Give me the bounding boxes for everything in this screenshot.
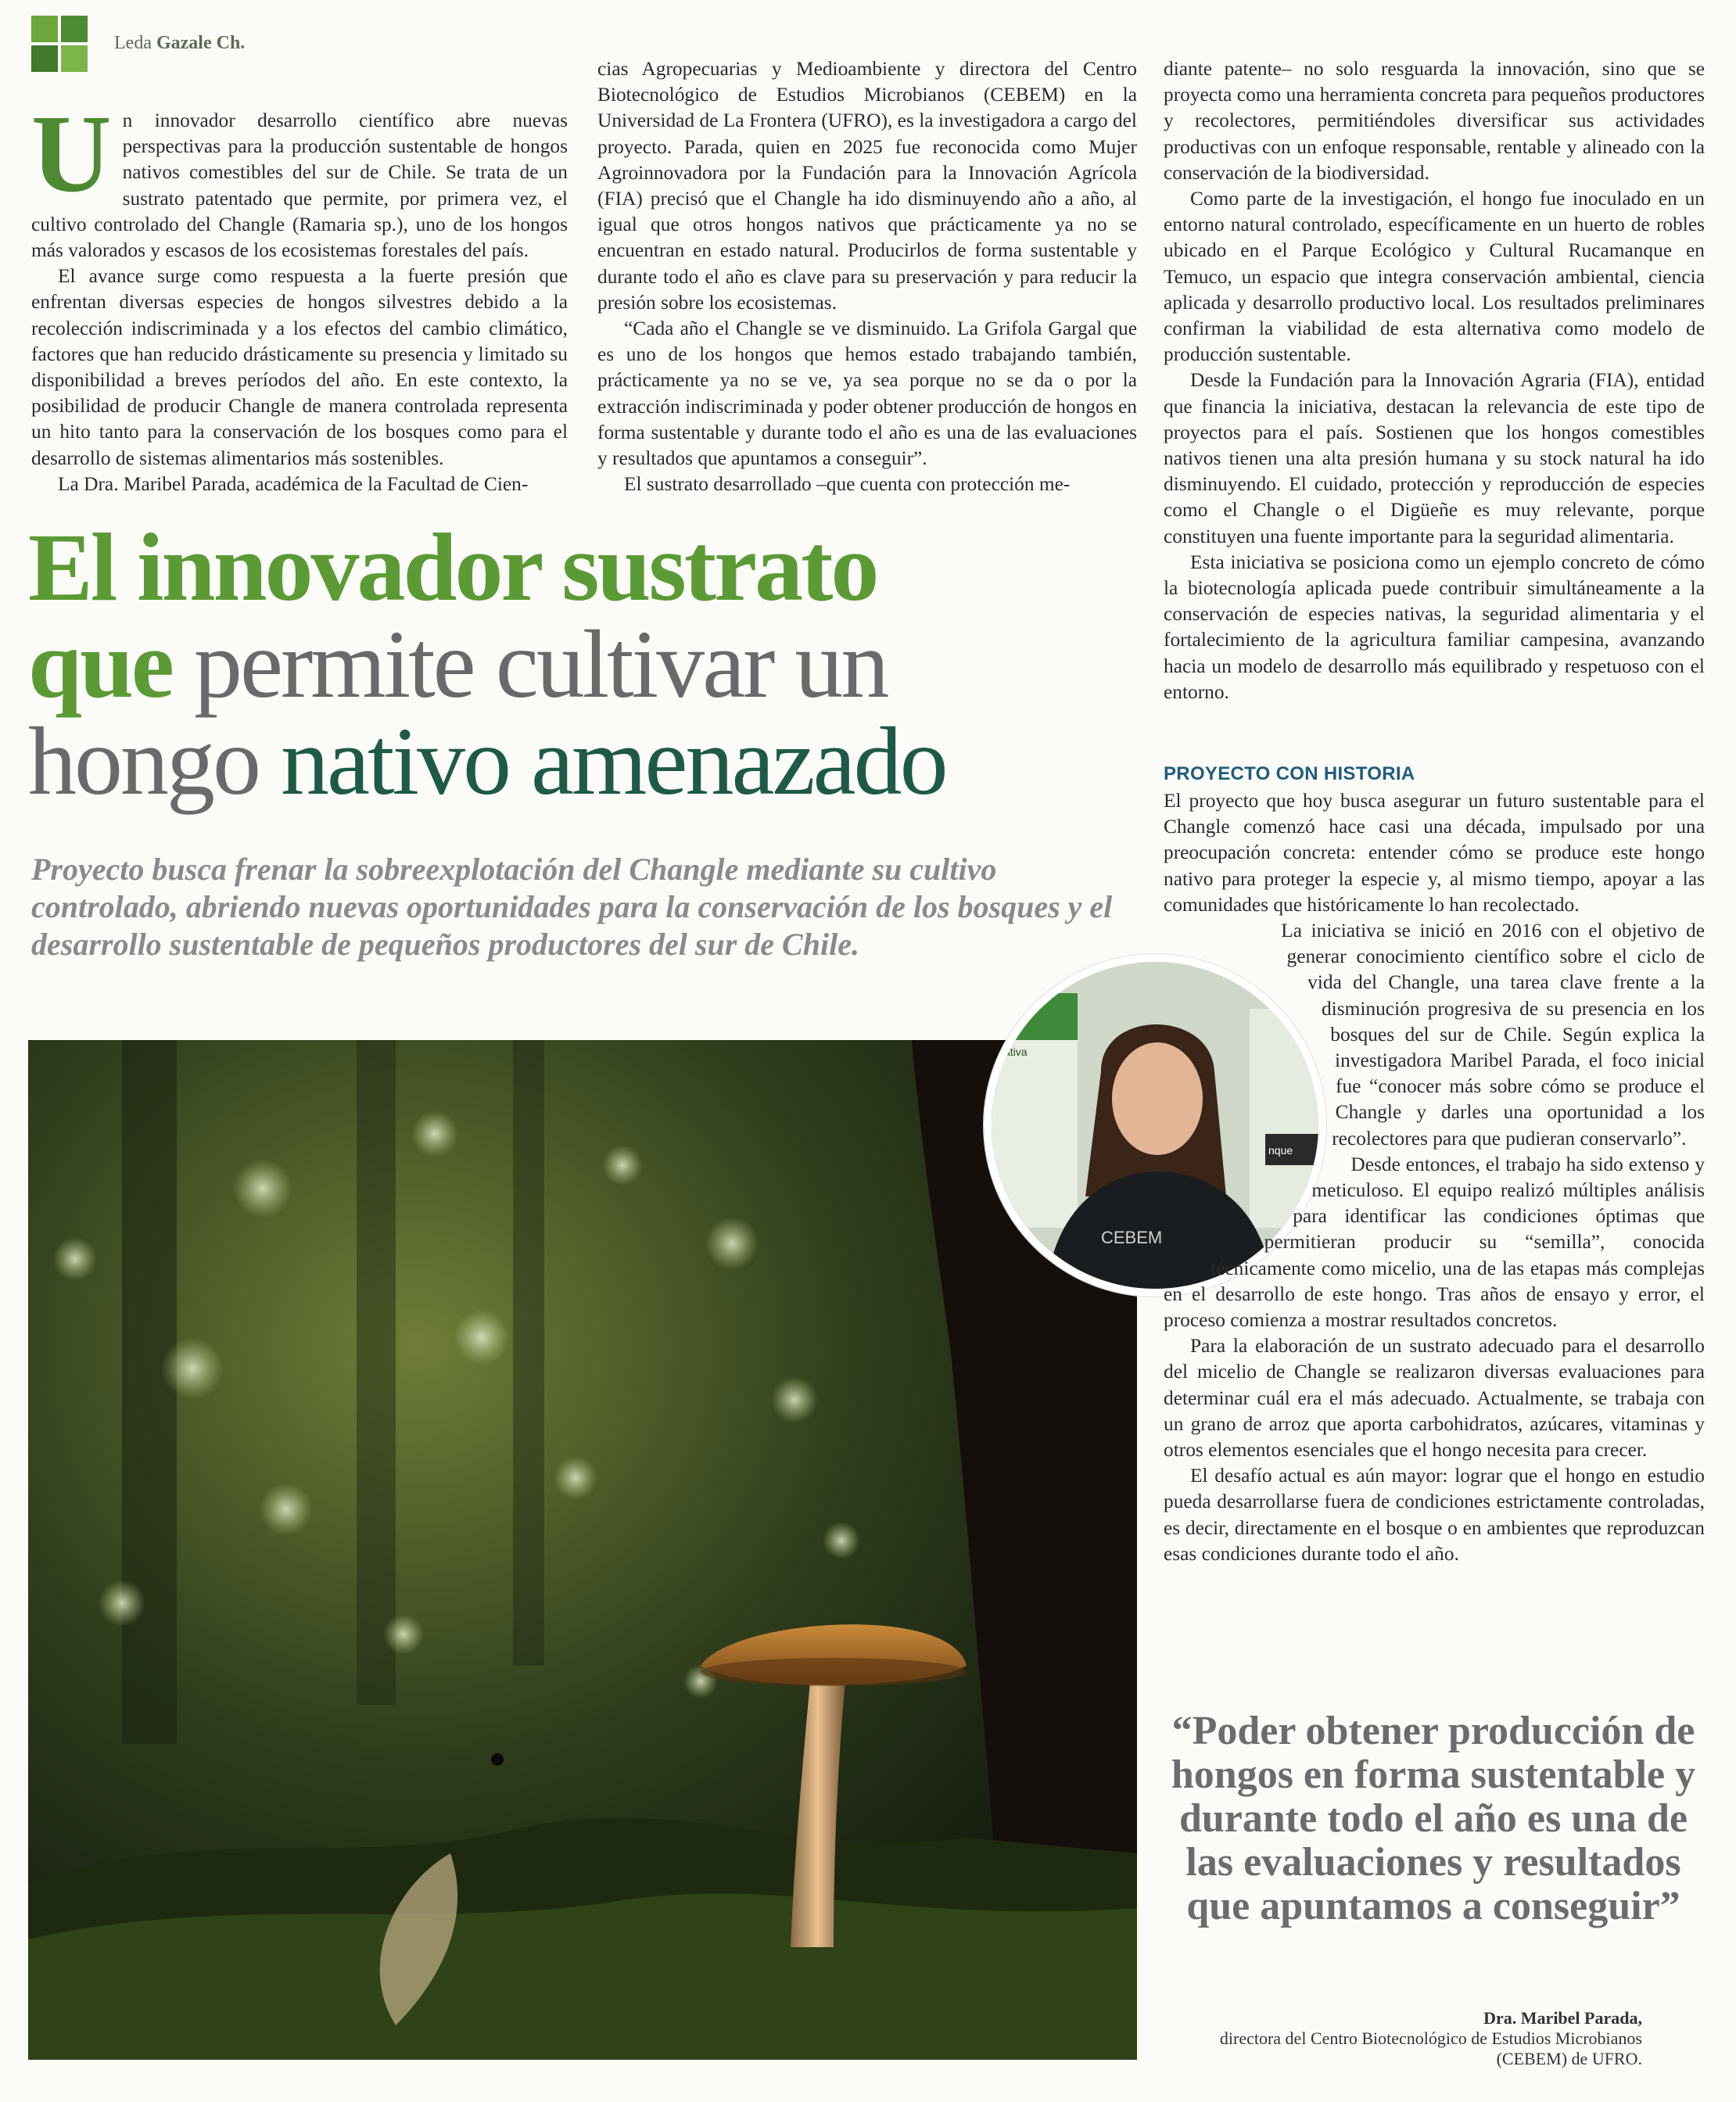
lead-paragraph: [31, 91, 568, 264]
jacket-logo-text: CEBEM: [1101, 1228, 1163, 1247]
paragraph: Desde la Fundación para la Innovación Agraria (FIA), entidad que financia la iniciativa, destacan la relevancia de este tipo de proyectos para el país. Sostienen que los hongos comestibles nativos tienen una alta presión humana y su stock natural ha ido disminuyendo. El cuidado, protección y reproducción de especies como el Changle o el Digüeñe es muy relevante, porque constituyen una fuente importante para la seguridad alimentaria.: [1164, 369, 1705, 547]
paragraph: “Cada año el Changle se ve disminuido. La Grifola Gargal que es uno de los hongos que hemos estado trabajando también, prácticamente ya no se ve, ya sea porque no se da o por la extracción indiscriminada y poder obtener producción de hongos en forma sustentable y durante todo el año es una de las evaluaciones y resultados que apuntamos a conseguir”.: [597, 317, 1137, 470]
quote-attribution: [1204, 2008, 1642, 2069]
poster-text: nque: [1268, 1144, 1293, 1157]
paragraph: El desafío actual es aún mayor: lograr que el hongo en estudio pueda desarrollarse fuera de condiciones estrictamente controladas, es decir, directamente en el bosque o en ambientes que reproduzcan esas condiciones durante todo el año.: [1164, 1465, 1705, 1565]
paragraph: Como parte de la investigación, el hongo fue inoculado en un entorno natural controlado, específicamente en un huerto de robles ubicado en el Parque Ecológico y Cultural Rucamanque en Temuco, un espacio que integra conservación ambiental, ciencia aplicada y desarrollo productivo local. Los resultados preliminares confirman la viabilidad de esta alternativa como modelo de producción sustentable.: [1164, 188, 1705, 366]
paragraph-text: n innovador desarrollo científico abre nuevas perspectivas para la producción sustentable de hongos nativos comestibles del sur de Chile. Se trata de un sustrato patentado que permite, por primera vez, el cultivo controlado del Changle (Ramaria sp.), uno de los hongos más valorados y escasos de los ecosistemas forestales del país.: [31, 109, 568, 262]
headline-word: hongo: [28, 708, 259, 815]
mushroom-forest-photo: [28, 1040, 1137, 2060]
mushroom-illustration: [28, 1040, 1137, 2060]
article-column-1: [31, 91, 568, 497]
author-byline: [114, 33, 245, 54]
article-column-3: [1164, 56, 1705, 705]
publication-logo: [31, 16, 89, 74]
logo-square-icon: [61, 16, 88, 42]
paragraph: Desde entonces, el trabajo ha sido extenso y meticuloso. El equipo realizó múltiples análisis para identificar las condiciones óptimas que permitieran producir su “semilla”, conocida técnicamente como micelio, una de las etapas más complejas en el desarrollo de este hongo. Tras años de ensayo y error, el proceso comienza a mostrar resultados concretos.: [1164, 1153, 1705, 1332]
quote-author-role: directora del Centro Biotecnológico de Estudios Microbianos (CEBEM) de UFRO.: [1219, 2028, 1642, 2068]
drop-cap: U: [31, 91, 112, 215]
paragraph: Esta iniciativa se posiciona como un ejemplo concreto de cómo la biotecnología aplicada puede contribuir simultáneamente a la conservación de especies nativas, la seguridad alimentaria y el fortalecimiento de la agricultura familiar campesina, avanzando hacia un modelo de desarrollo más equilibrado y respetuoso con el entorno.: [1164, 551, 1705, 703]
headline-line-3: nativo amenazado: [259, 708, 946, 815]
logo-square-icon: [31, 45, 58, 72]
section-body: [1164, 918, 1705, 1567]
logo-square-icon: [31, 16, 58, 42]
paragraph: El proyecto que hoy busca asegurar un futuro sustentable para el Changle comenzó hace casi una década, impulsado por una preocupación concreta: entender cómo se produce este hongo nativo para proteger la especie y, al mismo tiempo, apoyar a las comunidades que históricamente lo han recolectado.: [1164, 790, 1705, 916]
poster-text: ativa: [1004, 1046, 1028, 1058]
headline-line-1: El innovador sustrato: [28, 514, 877, 621]
paragraph: La Dra. Maribel Parada, académica de la Facultad de Cien-: [58, 472, 529, 495]
pull-quote: “Poder obtener producción de hongos en forma sustentable y durante todo el año es una de las evaluaciones y resultados que apuntamos a conseguir”: [1171, 1709, 1696, 1928]
paragraph: El sustrato desarrollado –que cuenta con protección me-: [624, 473, 1071, 496]
quote-author: Dra. Maribel Parada,: [1483, 2008, 1642, 2028]
paragraph: El avance surge como respuesta a la fuerte presión que enfrentan diversas especies de hongos silvestres debido a la recolección indiscriminada y a los efectos del cambio climático, factores que han reducido drásticamente su presencia y limitado su disponibilidad a breves períodos del año. En este contexto, la posibilidad de producir Changle de manera controlada representa un hito tanto para la conservación de los bosques como para el desarrollo de sistemas alimentarios más sostenibles.: [31, 265, 568, 469]
section-intro: [1164, 788, 1705, 918]
headline: [28, 514, 1139, 815]
paragraph: diante patente– no solo resguarda la innovación, sino que se proyecta como una herramienta concreta para pequeños productores y recolectores, permitiéndoles diversificar sus actividades productivas con un enfoque responsable, rentable y alineado con la conservación de la biodiversidad.: [1164, 58, 1705, 184]
headline-word: que: [28, 611, 172, 718]
paragraph: cias Agropecuarias y Medioambiente y directora del Centro Biotecnológico de Estudios Microbianos (CEBEM) en la Universidad de La Frontera (UFRO), es la investigadora a cargo del proyecto. Parada, quien en 2025 fue reconocida como Mujer Agroinnovadora por la Fundación para la Innovación Agrícola (FIA) precisó que el Changle ha ido disminuyendo año a año, al igual que otros hongos nativos que prácticamente ya no se encuentran en estado natural. Producirlos de forma sustentable y durante todo el año es clave para su preservación y para reducir la presión sobre los ecosistemas.: [597, 58, 1137, 314]
headline-line-2: permite cultivar un: [171, 611, 888, 718]
deck-subtitle: Proyecto busca frenar la sobreexplotación del Changle mediante su cultivo controlado, abriendo nuevas oportunidades para la conservación de los bosques y el desarrollo sustentable de pequeños productores del sur de Chile.: [31, 852, 1113, 962]
paragraph: La iniciativa se inició en 2016 con el objetivo de generar conocimiento científico sobre el ciclo de vida del Changle, una tarea clave frente a la disminución progresiva de su presencia en los bosques del sur de Chile. Según explica la investigadora Maribel Parada, el foco inicial fue “conocer más sobre cómo se produce el Changle y darles una oportunidad a los recolectores para que pudieran conservarlo”.: [1281, 920, 1705, 1150]
author-first-name: Leda: [114, 33, 152, 53]
paragraph: Para la elaboración de un sustrato adecuado para el desarrollo del micelio de Changle se realizaron diversas evaluaciones para determinar cuál era el más adecuado. Actualmente, se trabaja con un grano de arroz que aporta carbohidratos, azúcares, vitaminas y otros elementos esenciales que el hongo necesita para crecer.: [1164, 1335, 1705, 1462]
section-heading: PROYECTO CON HISTORIA: [1164, 763, 1415, 784]
article-column-2: [597, 56, 1137, 497]
logo-square-icon: [61, 45, 88, 72]
author-last-name: Gazale Ch.: [156, 33, 246, 53]
